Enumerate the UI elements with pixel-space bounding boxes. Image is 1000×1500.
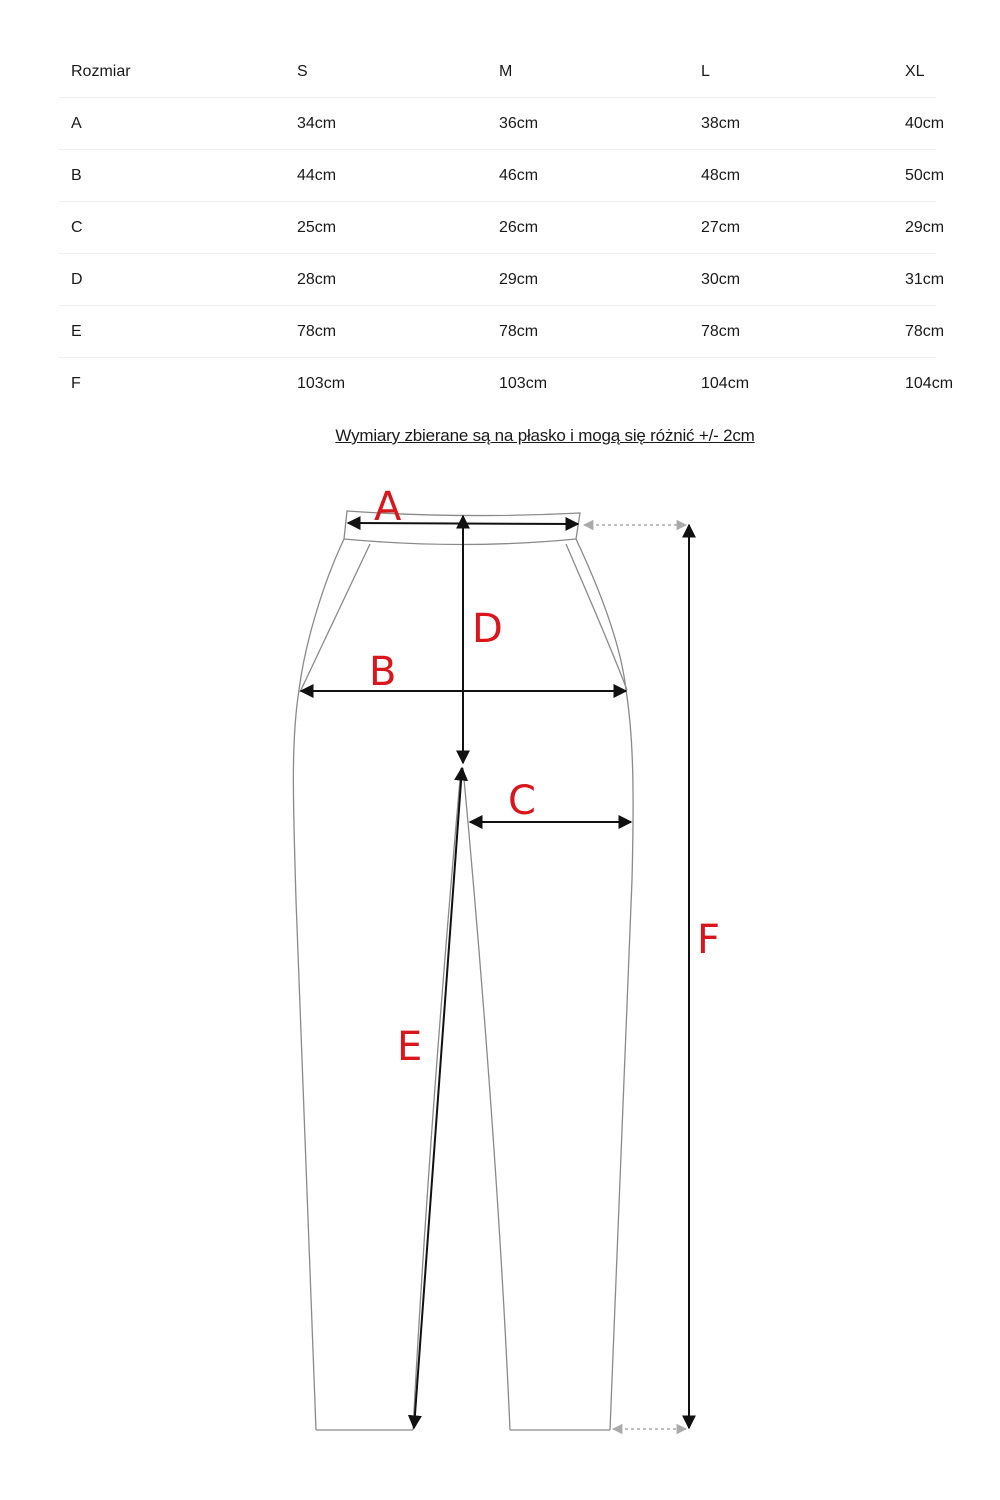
measurement-label: A (58, 98, 284, 150)
table-cell: 34cm (284, 98, 486, 150)
table-row (58, 306, 936, 358)
table-cell: 104cm (905, 374, 954, 392)
table-cell: 38cm (688, 98, 892, 150)
arrow-a (348, 523, 578, 524)
column-header: L (688, 46, 892, 98)
table-header-row (58, 46, 936, 98)
table-cell: 29cm (892, 202, 936, 254)
guide-lines (584, 525, 686, 1429)
table-row (58, 98, 936, 150)
label-e: E (397, 1024, 423, 1070)
table-row (58, 150, 936, 202)
size-chart-table (58, 46, 954, 409)
table-cell: 25cm (284, 202, 486, 254)
table-cell: 78cm (486, 306, 688, 358)
measurement-label: B (58, 150, 284, 202)
table-cell: 31cm (892, 254, 936, 306)
measurement-arrows (301, 516, 689, 1428)
label-f: F (697, 917, 721, 963)
table-cell: 30cm (688, 254, 892, 306)
table-cell: 104cm (701, 374, 750, 392)
table-cell: 28cm (284, 254, 486, 306)
table-cell: 78cm (892, 306, 936, 358)
measurement-label: C (58, 202, 284, 254)
label-b: B (369, 649, 397, 695)
measurement-label: D (58, 254, 284, 306)
left-pocket (300, 544, 370, 692)
right-pocket (566, 544, 627, 690)
table-cell: 36cm (486, 98, 688, 150)
left-inseam (413, 768, 461, 1430)
table-cell: 40cm (892, 98, 936, 150)
table-cell: 26cm (486, 202, 688, 254)
label-c: C (508, 778, 536, 824)
table-cell: 44cm (284, 150, 486, 202)
table-cell: 78cm (688, 306, 892, 358)
table-cell: 29cm (486, 254, 688, 306)
arrow-e (414, 768, 462, 1428)
table-row (58, 358, 936, 410)
measurement-note: Wymiary zbierane są na płasko i mogą się różnić +/- 2cm (335, 426, 755, 445)
right-inseam (463, 768, 510, 1430)
label-a: A (374, 484, 402, 530)
table-cell: 46cm (486, 150, 688, 202)
table-cell: 50cm (892, 150, 936, 202)
measurement-label: F (71, 374, 81, 392)
table-cell: 103cm (297, 374, 346, 392)
column-header: XL (892, 46, 936, 98)
right-outer-seam (576, 539, 633, 1430)
trousers-outline (293, 511, 633, 1430)
column-header: M (486, 46, 688, 98)
table-cell: 78cm (284, 306, 486, 358)
label-d: D (472, 606, 503, 652)
table-cell: 48cm (688, 150, 892, 202)
table-cell: 103cm (499, 374, 548, 392)
column-header: S (284, 46, 486, 98)
column-header: Rozmiar (58, 46, 284, 98)
table-row (58, 202, 936, 254)
table-cell: 27cm (688, 202, 892, 254)
table-row (58, 254, 936, 306)
waistband (344, 511, 580, 545)
measurement-label: E (58, 306, 284, 358)
left-outer-seam (293, 539, 344, 1430)
